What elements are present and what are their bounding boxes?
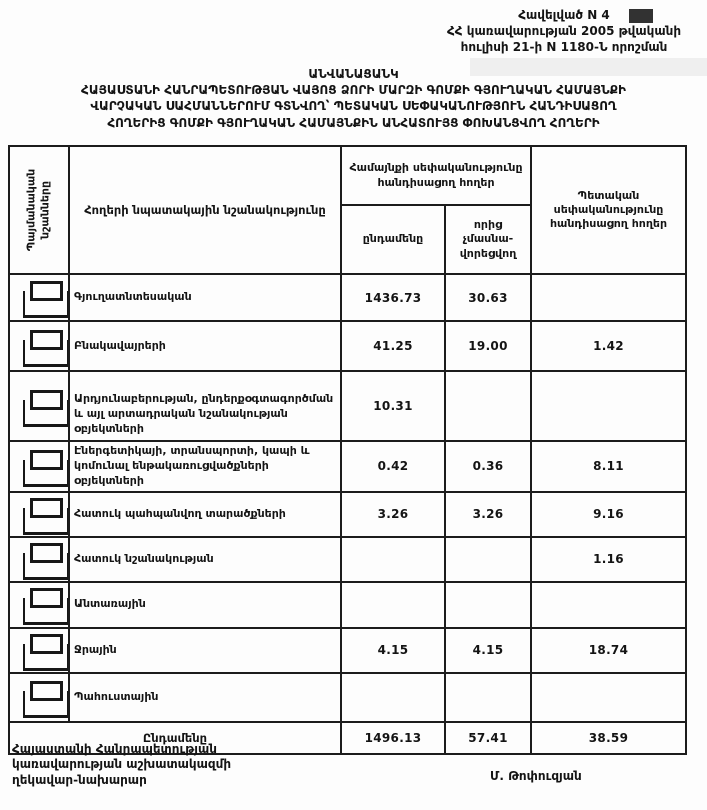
total-community-total: 1496.13 <box>341 722 445 754</box>
row-label: Հատուկ նշանակության <box>69 537 341 582</box>
legend-symbol <box>23 634 69 670</box>
legend-symbol <box>23 390 69 426</box>
row-label: Արդյունաբերության, ընդերքօգտագործման և այլ արտադրական նշանակության օբյեկտների <box>69 371 341 441</box>
header-symbols-label: Պայմանական նշանները <box>24 168 52 252</box>
table-row <box>9 628 686 673</box>
row-label: Գյուղատնտեսական <box>69 274 341 321</box>
legend-box <box>30 498 63 518</box>
title-line-2: ՀԱՅԱՍՏԱՆԻ ՀԱՆՐԱՊԵՏՈՒԹՅԱՆ ՎԱՅՈՑ ՁՈՐԻ ՄԱՐԶԻ ԳՈՄՔԻ ԳՅՈՒՂԱԿԱՆ ՀԱՄԱՅՆՔԻ <box>81 83 626 98</box>
value-not-privatized <box>445 537 531 582</box>
table-row <box>9 441 686 492</box>
signatory-title <box>12 742 231 788</box>
row-label: Պահուստային <box>69 673 341 722</box>
legend-box <box>30 330 63 350</box>
value-state: 8.11 <box>531 441 686 492</box>
legend-box <box>30 543 63 563</box>
title-line-3: ՎԱՐՉԱԿԱՆ ՍԱՀՄԱՆՆԵՐՈՒՄ ԳՏՆՎՈՂ՝ ՊԵՏԱԿԱՆ ՍԵՓԱԿԱՆՈՒԹՅՈՒՆ ՀԱՆԴԻՍԱՑՈՂ <box>90 99 617 114</box>
value-community-total: 41.25 <box>341 321 445 371</box>
value-community-total <box>341 673 445 722</box>
row-label: Բնակավայրերի <box>69 321 341 371</box>
table-row <box>9 582 686 628</box>
appendix-line-3: հուլիսի 21-ի N 1180-Ն որոշման <box>460 39 668 54</box>
land-transfer-table <box>8 145 687 755</box>
row-label: Հատուկ պահպանվող տարածքների <box>69 492 341 537</box>
legend-symbol <box>23 450 69 486</box>
header-community-group: Համայնքի սեփականությունը հանդիսացող հողեր <box>341 146 531 205</box>
value-state: 18.74 <box>531 628 686 673</box>
document-title <box>0 66 707 131</box>
appendix-reference <box>425 8 703 55</box>
legend-box <box>30 588 63 608</box>
value-community-total: 0.42 <box>341 441 445 492</box>
value-state: 1.16 <box>531 537 686 582</box>
value-community-total: 1436.73 <box>341 274 445 321</box>
total-state: 38.59 <box>531 722 686 754</box>
title-line-4: ՀՈՂԵՐԻՑ ԳՈՄՔԻ ԳՅՈՒՂԱԿԱՆ ՀԱՄԱՅՆՔԻՆ ԱՆՀԱՏՈՒՅՑ ՓՈԽԱՆՑՎՈՂ ՀՈՂԵՐԻ <box>107 115 600 130</box>
header-community-total: ընդամենը <box>341 205 445 274</box>
table-header-row-top <box>9 146 686 205</box>
scan-artifact <box>629 9 653 23</box>
value-not-privatized: 19.00 <box>445 321 531 371</box>
legend-box <box>30 281 63 301</box>
value-community-total <box>341 582 445 628</box>
legend-box <box>30 634 63 654</box>
header-purpose: Հողերի նպատակային նշանակությունը <box>69 146 341 274</box>
signature-name: Մ. Թոփուզյան <box>490 769 582 783</box>
value-community-total: 3.26 <box>341 492 445 537</box>
table-row <box>9 274 686 321</box>
value-community-total: 10.31 <box>341 371 445 441</box>
signatory-line-3: ղեկավար-նախարար <box>12 772 147 787</box>
legend-box <box>30 450 63 470</box>
appendix-line-2: ՀՀ կառավարության 2005 թվականի <box>446 23 682 38</box>
table-row <box>9 371 686 441</box>
value-state <box>531 274 686 321</box>
value-state <box>531 582 686 628</box>
value-state: 9.16 <box>531 492 686 537</box>
header-symbols <box>9 146 69 274</box>
value-not-privatized <box>445 673 531 722</box>
legend-symbol <box>23 498 69 534</box>
signatory-line-1: Հայաստանի Հանրապետության <box>12 742 217 756</box>
value-not-privatized: 30.63 <box>445 274 531 321</box>
legend-symbol <box>23 330 69 366</box>
value-state: 1.42 <box>531 321 686 371</box>
table-row <box>9 321 686 371</box>
legend-symbol <box>23 681 69 717</box>
value-community-total <box>341 537 445 582</box>
table-row <box>9 537 686 582</box>
signatory-line-2: կառավարության աշխատակազմի <box>12 757 232 772</box>
value-not-privatized: 4.15 <box>445 628 531 673</box>
legend-box <box>30 390 63 410</box>
total-label: Ընդամենը <box>9 722 341 754</box>
table-row <box>9 492 686 537</box>
value-not-privatized: 0.36 <box>445 441 531 492</box>
total-not-privatized: 57.41 <box>445 722 531 754</box>
row-label: Ջրային <box>69 628 341 673</box>
value-not-privatized <box>445 371 531 441</box>
value-state <box>531 673 686 722</box>
title-line-1: ԱՆՎԱՆԱՑԱՆԿ <box>308 67 399 81</box>
header-community-not-privatized: որից չմասնա-վորեցվող <box>445 205 531 274</box>
value-not-privatized <box>445 582 531 628</box>
row-label: Էներգետիկայի, տրանսպորտի, կապի և կոմունալ ենթակառուցվածքների օբյեկտների <box>69 441 341 492</box>
legend-box <box>30 681 63 701</box>
value-not-privatized: 3.26 <box>445 492 531 537</box>
value-community-total: 4.15 <box>341 628 445 673</box>
legend-symbol <box>23 543 69 579</box>
header-state: Պետական սեփականությունը հանդիսացող հողեր <box>531 146 686 274</box>
table-row <box>9 673 686 722</box>
value-state <box>531 371 686 441</box>
legend-symbol <box>23 588 69 624</box>
appendix-line-1: Հավելված N 4 <box>518 8 610 22</box>
row-label: Անտառային <box>69 582 341 628</box>
legend-symbol <box>23 281 69 317</box>
